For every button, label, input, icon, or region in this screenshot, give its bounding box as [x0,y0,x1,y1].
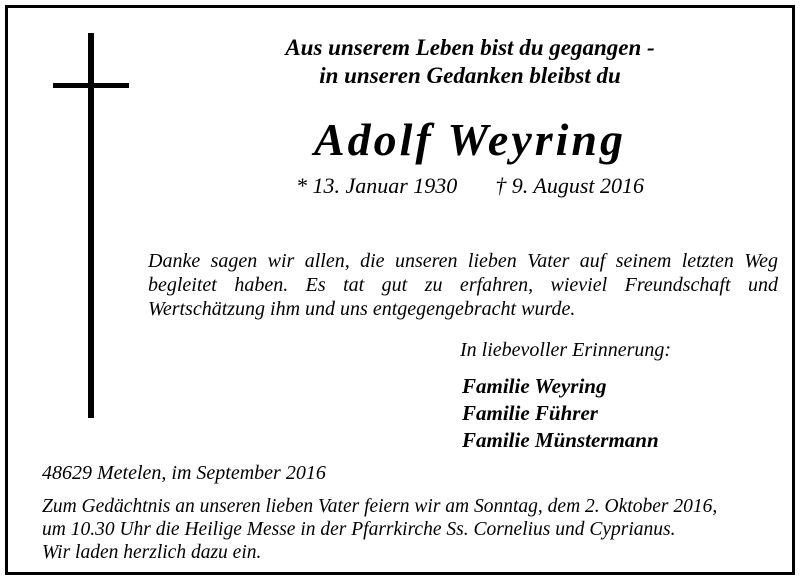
cross-horizontal-bar [53,83,129,88]
memorial-service-text [42,495,717,564]
remembrance-label: In liebevoller Erinnerung: [460,339,672,361]
thanks-line-2: begleitet haben. Es tat gut zu erfahren, wieviel Freundschaft und [148,274,778,296]
memorial-line-3: Wir laden herzlich dazu ein. [42,542,262,563]
birth-date: * 13. Januar 1930 [295,173,458,198]
thanks-line-3: Wertschätzung ihm und uns entgegengebracht wurde. [148,298,576,320]
family-name: Familie Weyring [462,374,607,398]
life-dates [208,172,732,200]
motto-line-2: in unseren Gedanken bleibst du [319,63,621,88]
thanks-text [148,249,778,321]
thanks-line-1: Danke sagen wir allen, die unseren lieben Vater auf seinem letzten Weg [148,250,778,272]
deceased-name: Adolf Weyring [313,114,627,165]
obituary-notice [5,5,795,575]
motto [208,34,732,90]
family-name: Familie Münstermann [462,428,659,452]
motto-line-1: Aus unserem Leben bist du gegangen - [285,35,655,60]
place-date: 48629 Metelen, im September 2016 [42,462,326,484]
family-name: Familie Führer [462,401,598,425]
death-date: † 9. August 2016 [495,173,645,198]
memorial-line-1: Zum Gedächtnis an unseren lieben Vater feiern wir am Sonntag, dem 2. Oktober 2016, [42,496,718,517]
memorial-line-2: um 10.30 Uhr die Heilige Messe in der Pfarrkirche Ss. Cornelius und Cyprianus. [42,519,676,540]
family-list [462,373,659,454]
cross-vertical-bar [88,33,94,418]
